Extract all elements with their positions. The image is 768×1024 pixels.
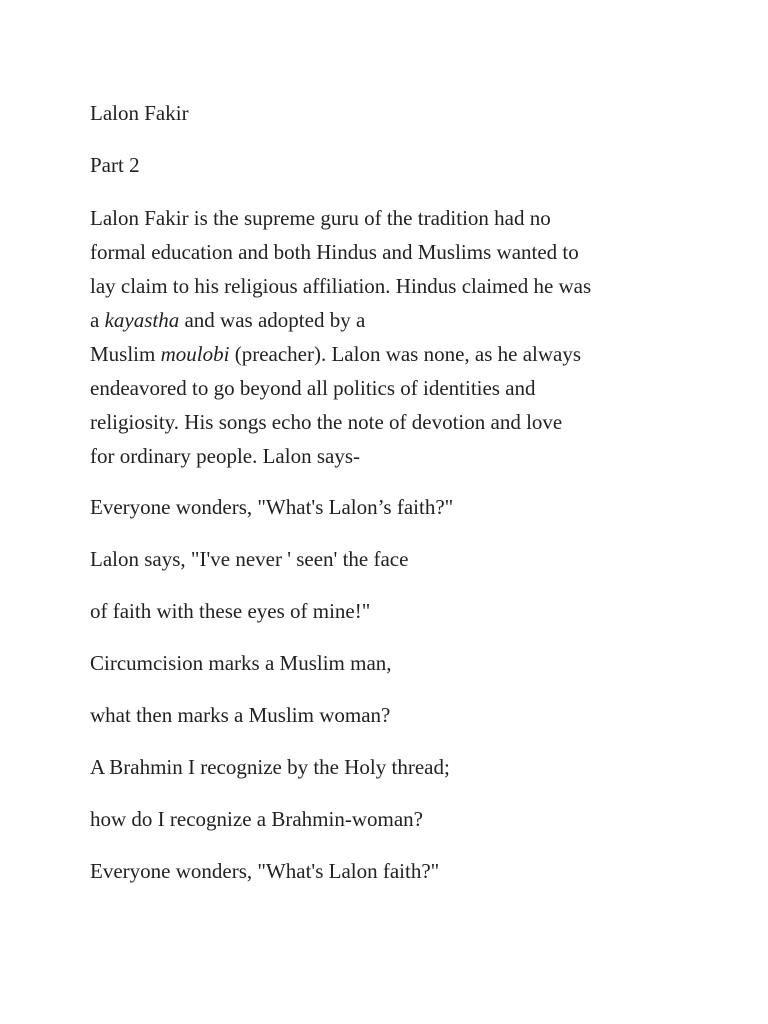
intro-paragraph xyxy=(90,201,690,473)
verse-line: of faith with these eyes of mine!" xyxy=(90,599,371,623)
part-heading: Part 2 xyxy=(90,153,140,177)
paragraph-line xyxy=(90,303,690,337)
paragraph-text: Muslim xyxy=(90,342,161,366)
paragraph-text: a xyxy=(90,308,105,332)
paragraph-line: formal education and both Hindus and Muslims wanted to xyxy=(90,240,579,264)
paragraph-line: endeavored to go beyond all politics of identities and xyxy=(90,376,536,400)
paragraph-line: for ordinary people. Lalon says- xyxy=(90,444,360,468)
verse-line: A Brahmin I recognize by the Holy thread; xyxy=(90,755,450,779)
paragraph-line: Lalon Fakir is the supreme guru of the tradition had no xyxy=(90,206,551,230)
paragraph-line: lay claim to his religious affiliation. Hindus claimed he was xyxy=(90,274,592,298)
paragraph-text: (preacher). Lalon was none, as he always xyxy=(229,342,582,366)
paragraph-line xyxy=(90,337,690,371)
verse-line: how do I recognize a Brahmin-woman? xyxy=(90,807,423,831)
italic-term-kayastha: kayastha xyxy=(104,308,180,332)
verse-line: what then marks a Muslim woman? xyxy=(90,703,391,727)
verse-line: Circumcision marks a Muslim man, xyxy=(90,651,392,675)
italic-term-moulobi: moulobi xyxy=(160,342,230,366)
paragraph-line: religiosity. His songs echo the note of devotion and love xyxy=(90,410,563,434)
verse-line: Everyone wonders, "What's Lalon faith?" xyxy=(90,859,440,883)
verse-line: Lalon says, "I've never ' seen' the face xyxy=(90,547,409,571)
paragraph-text: and was adopted by a xyxy=(179,308,366,332)
verse-line: Everyone wonders, "What's Lalon’s faith?" xyxy=(90,495,454,519)
document-title: Lalon Fakir xyxy=(90,101,189,125)
